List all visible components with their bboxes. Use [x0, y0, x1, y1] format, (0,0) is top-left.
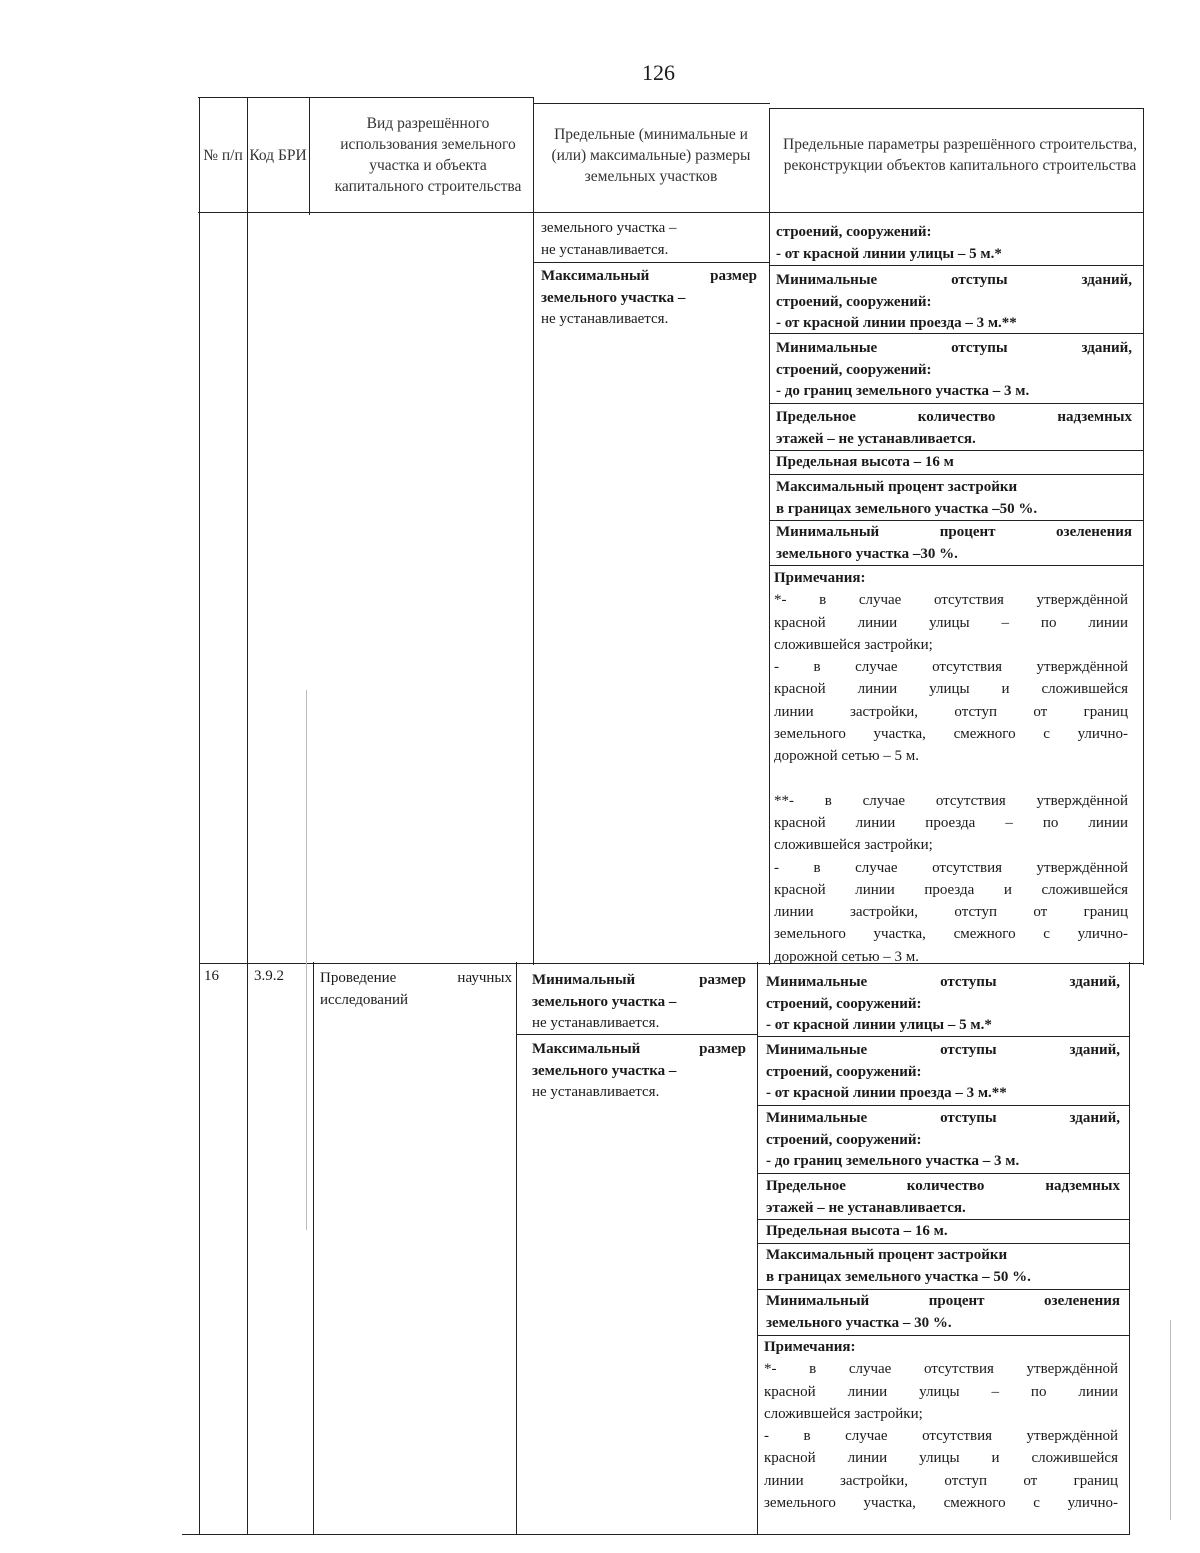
- note-line: красной линии улицы и сложившейся: [764, 1450, 1118, 1467]
- param-line: строений, сооружений:: [766, 995, 922, 1012]
- param-line: строений, сооружений:: [776, 293, 932, 310]
- note-line: дорожной сетью – 5 м.: [774, 748, 920, 765]
- param-line: Минимальные отступы зданий,: [766, 974, 1120, 990]
- row-code: 3.9.2: [254, 968, 284, 984]
- param-cell: [766, 1040, 1120, 1105]
- header-col-code: Код БРИ: [249, 146, 307, 164]
- param-line: Максимальный процент застройки: [766, 1247, 1008, 1263]
- size-max-block: [541, 266, 757, 331]
- header-col-params: Предельные параметры разрешённого строительства, реконструкции объектов капитального строительства: [783, 136, 1137, 174]
- param-cell: [766, 1176, 1120, 1219]
- param-line: строений, сооружений:: [766, 1063, 922, 1080]
- note-line: *- в случае отсутствия утверждённой: [764, 1361, 1118, 1378]
- param-line: Минимальный процент озеленения: [766, 1293, 1120, 1309]
- header-col-number: № п/п: [203, 146, 243, 164]
- note-line: *- в случае отсутствия утверждённой: [774, 592, 1128, 609]
- note-line: линии застройки, отступ от границ: [774, 703, 1128, 720]
- param-line: строений, сооружений:: [776, 224, 932, 240]
- param-line: Максимальный процент застройки: [776, 479, 1018, 495]
- size-line: не устанавливается.: [532, 1015, 660, 1031]
- size-max-block: [532, 1039, 746, 1104]
- param-line: Минимальные отступы зданий,: [776, 340, 1132, 356]
- notes-title: Примечания:: [774, 570, 866, 586]
- note-line: красной линии улицы и сложившейся: [774, 681, 1128, 698]
- size-cont-block: [541, 218, 763, 261]
- page-number: 126: [642, 60, 675, 85]
- param-line: в границах земельного участка –50 %.: [776, 500, 1038, 517]
- param-line: строений, сооружений:: [776, 361, 932, 378]
- param-line: - до границ земельного участка – 3 м.: [776, 383, 1030, 399]
- note-line: сложившейся застройки;: [774, 837, 933, 854]
- row-use: [320, 968, 512, 1011]
- header-col-size: Предельные (минимальные и (или) максимальные) размеры земельных участков: [551, 125, 751, 185]
- note-line: красной линии проезда – по линии: [774, 814, 1128, 831]
- size-min-block: [532, 970, 746, 1035]
- use-line: исследований: [320, 991, 409, 1008]
- param-cell: [776, 270, 1132, 335]
- note-line: красной линии проезда и сложившейся: [774, 881, 1128, 898]
- param-cell: [776, 522, 1132, 565]
- param-line: - от красной линии улицы – 5 м.*: [776, 245, 1002, 262]
- param-cell: [766, 1291, 1120, 1334]
- size-line: Минимальный размер: [532, 972, 746, 988]
- param-line: - от красной линии проезда – 3 м.**: [766, 1085, 1007, 1101]
- param-line: Минимальные отступы зданий,: [766, 1110, 1120, 1126]
- param-line: Минимальные отступы зданий,: [766, 1042, 1120, 1058]
- size-line: земельного участка –: [541, 289, 686, 306]
- note-line: земельного участка, смежного с улично-: [774, 926, 1128, 943]
- param-line: этажей – не устанавливается.: [776, 430, 976, 447]
- param-cell: [776, 452, 1132, 474]
- header-col-use: Вид разрешённого использования земельного участка и объекта капитального строительства: [334, 115, 522, 195]
- note-line: дорожной сетью – 3 м.: [774, 948, 920, 965]
- note-line: красной линии улицы – по линии: [774, 614, 1128, 631]
- params-cont-block: [776, 222, 1132, 265]
- param-line: - от красной линии проезда – 3 м.**: [776, 315, 1017, 331]
- param-line: - до границ земельного участка – 3 м.: [766, 1153, 1020, 1169]
- param-line: этажей – не устанавливается.: [766, 1199, 966, 1216]
- notes-title: Примечания:: [764, 1339, 856, 1355]
- note-line: земельного участка, смежного с улично-: [764, 1495, 1118, 1512]
- param-cell: [766, 972, 1120, 1037]
- use-line: Проведение научных: [320, 970, 512, 986]
- size-line: не устанавливается.: [541, 311, 669, 327]
- row-number: 16: [204, 968, 219, 984]
- notes-cont-block: [774, 567, 1128, 968]
- note-line: линии застройки, отступ от границ: [774, 904, 1128, 921]
- note-line: - в случае отсутствия утверждённой: [764, 1428, 1118, 1445]
- param-line: Предельная высота – 16 м: [776, 454, 954, 470]
- param-line: - от красной линии улицы – 5 м.*: [766, 1017, 992, 1033]
- size-line: не устанавливается.: [532, 1084, 660, 1100]
- size-line: земельного участка –: [541, 220, 677, 236]
- size-line: земельного участка –: [532, 993, 677, 1010]
- param-cell: [766, 1108, 1120, 1173]
- note-line: красной линии улицы – по линии: [764, 1383, 1118, 1400]
- param-line: в границах земельного участка – 50 %.: [766, 1268, 1031, 1285]
- note-line: земельного участка, смежного с улично-: [774, 726, 1128, 743]
- size-line: Максимальный размер: [541, 268, 757, 284]
- param-line: Предельное количество надземных: [776, 409, 1132, 425]
- note-line: сложившейся застройки;: [764, 1405, 923, 1422]
- param-line: Предельная высота – 16 м.: [766, 1223, 948, 1239]
- param-line: Минимальный процент озеленения: [776, 524, 1132, 540]
- notes-block: [764, 1336, 1118, 1514]
- param-cell: [766, 1221, 1120, 1243]
- param-cell: [766, 1245, 1120, 1288]
- note-line: сложившейся застройки;: [774, 636, 933, 653]
- size-line: Максимальный размер: [532, 1041, 746, 1057]
- note-line: линии застройки, отступ от границ: [764, 1472, 1118, 1489]
- param-cell: [776, 407, 1132, 450]
- param-line: земельного участка – 30 %.: [766, 1314, 952, 1331]
- note-line: [774, 768, 1128, 790]
- param-line: строений, сооружений:: [766, 1131, 922, 1148]
- note-line: - в случае отсутствия утверждённой: [774, 859, 1128, 876]
- size-line: земельного участка –: [532, 1062, 677, 1079]
- note-line: - в случае отсутствия утверждённой: [774, 659, 1128, 676]
- param-cell: [776, 338, 1132, 403]
- note-line: **- в случае отсутствия утверждённой: [774, 792, 1128, 809]
- param-line: Минимальные отступы зданий,: [776, 272, 1132, 288]
- size-line: не устанавливается.: [541, 241, 669, 258]
- param-line: Предельное количество надземных: [766, 1178, 1120, 1194]
- param-line: земельного участка –30 %.: [776, 545, 958, 562]
- param-cell: [776, 477, 1132, 520]
